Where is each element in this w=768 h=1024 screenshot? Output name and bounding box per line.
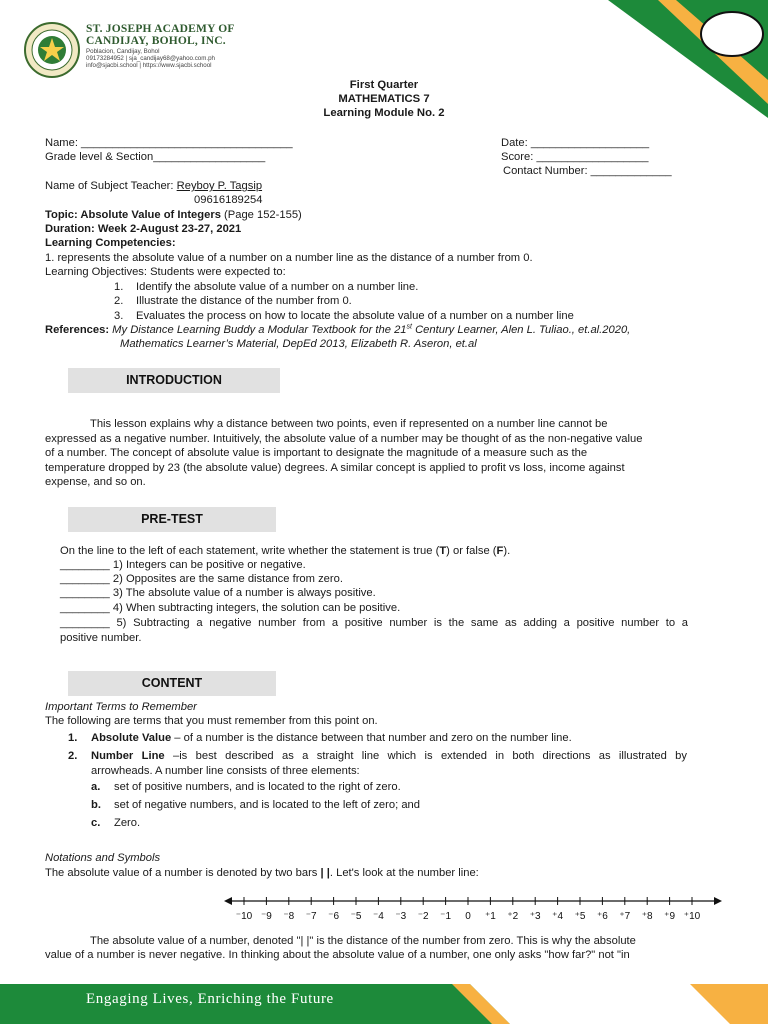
closing-line-1: The absolute value of a number, denoted "| |" is the distance of the number from zero. This is why the absolute: [90, 935, 636, 947]
name-field[interactable]: Name: __________________________________: [45, 137, 293, 149]
subitem-a-num: a.: [91, 781, 101, 793]
school-seal-logo: [24, 22, 80, 78]
term-2-num: 2.: [68, 750, 78, 762]
number-line: [224, 890, 722, 924]
subitem-c-num: c.: [91, 817, 101, 829]
number-line-label: ⁻9: [260, 911, 272, 922]
objective-num-1: 1.: [114, 281, 124, 293]
absolute-bars-symbol: | |: [320, 867, 330, 879]
subitem-b-num: b.: [91, 799, 101, 811]
number-line-label: ⁻2: [417, 911, 429, 922]
term-2-line2: arrowheads. A number line consists of three elements:: [91, 765, 360, 777]
subject-heading: MATHEMATICS 7: [338, 93, 430, 105]
right-arrowhead: [714, 897, 722, 905]
references-label: References:: [45, 324, 110, 336]
number-line-label: ⁻4: [372, 911, 384, 922]
footer-tagline: Engaging Lives, Enriching the Future: [86, 991, 334, 1007]
number-line-label: ⁺1: [484, 911, 496, 922]
references-line2: Mathematics Learner’s Material, DepEd 2013, Elizabeth R. Aseron, et.al: [120, 338, 477, 350]
terms-intro: The following are terms that you must remember from this point on.: [45, 715, 378, 727]
number-line-label: 0: [465, 911, 471, 922]
school-contact-info: [86, 48, 215, 70]
teacher-label: Name of Subject Teacher:: [45, 180, 177, 192]
term-1: [91, 731, 572, 745]
intro-line-5: expense, and so on.: [45, 476, 146, 488]
term-2-title: Number Line: [91, 750, 165, 762]
instruction-f: F: [496, 545, 504, 557]
pretest-heading: PRE-TEST: [68, 507, 276, 532]
objective-text-2: Illustrate the distance of the number from 0.: [136, 295, 352, 307]
instruction-c: ).: [503, 545, 511, 557]
references-text-1: My Distance Learning Buddy a Modular Textbook for the 21: [112, 324, 407, 336]
school-name-line1: ST. JOSEPH ACADEMY OF: [86, 23, 235, 35]
term-2-definition: –is best described as a straight line which is extended in both directions as illustrated by: [164, 750, 687, 762]
pretest-item-5[interactable]: ________ 5) Subtracting a negative number from a positive number is the same as adding a positive number to a: [60, 617, 688, 629]
school-web: info@sjacbi.school | https://www.sjacbi.school: [86, 62, 212, 70]
teacher-name: Reyboy P. Tagsip: [176, 180, 263, 192]
subitem-c-text: Zero.: [114, 817, 141, 829]
topic-label: Topic: Absolute Value of Integers: [45, 209, 221, 221]
notations-text: [45, 866, 479, 880]
number-line-label: ⁻5: [350, 911, 362, 922]
score-field[interactable]: Score: __________________: [501, 151, 649, 163]
term-1-num: 1.: [68, 732, 78, 744]
number-line-label: ⁺10: [683, 911, 701, 922]
quarter-heading: First Quarter: [349, 79, 419, 91]
competencies-label: Learning Competencies:: [45, 237, 176, 249]
subitem-b-text: set of negative numbers, and is located to the left of zero; and: [114, 799, 420, 811]
number-line-label: ⁻8: [283, 911, 295, 922]
objective-text-3: Evaluates the process on how to locate the absolute value of a number on a number line: [136, 310, 574, 322]
number-line-label: ⁻3: [395, 911, 407, 922]
closing-line-2: value of a number is never negative. In thinking about the absolute value of a number, one only asks "how far?" not "in: [45, 949, 630, 961]
term-2: [91, 749, 687, 763]
intro-line-2: expressed as a negative number. Intuitively, the absolute value of a number may be thought of as the non-negative value: [45, 433, 643, 445]
introduction-heading: INTRODUCTION: [68, 368, 280, 393]
school-address: Poblacion, Candijay, Bohol: [86, 48, 160, 55]
left-arrowhead: [224, 897, 232, 905]
instruction-t: T: [439, 545, 447, 557]
competency-1: 1. represents the absolute value of a number on a number line as the distance of a number from 0.: [45, 252, 533, 264]
number-line-label: ⁻6: [328, 911, 340, 922]
topic-pages: (Page 152-155): [220, 209, 302, 221]
module-heading: Learning Module No. 2: [323, 107, 445, 119]
references-line1: [45, 323, 630, 337]
number-line-label: ⁻7: [305, 911, 317, 922]
pretest-item-3[interactable]: ________ 3) The absolute value of a number is always positive.: [60, 587, 376, 599]
objectives-label: Learning Objectives: Students were expected to:: [45, 266, 286, 278]
intro-line-4: temperature dropped by 23 (the absolute value) degrees. A similar concept is applied to profit vs loss, income against: [45, 462, 625, 474]
objective-num-3: 3.: [114, 310, 124, 322]
number-line-label: ⁺3: [529, 911, 541, 922]
number-line-label: ⁺5: [574, 911, 586, 922]
number-line-label: ⁺9: [664, 911, 676, 922]
number-line-label: ⁻1: [440, 911, 452, 922]
number-line-label: ⁻10: [235, 911, 253, 922]
intro-line-1: This lesson explains why a distance between two points, even if represented on a number line cannot be: [90, 418, 608, 430]
notations-heading: Notations and Symbols: [45, 852, 161, 864]
topic-line: [45, 208, 302, 222]
date-field[interactable]: Date: ___________________: [501, 137, 650, 149]
number-line-label: ⁺8: [641, 911, 653, 922]
subitem-a-text: set of positive numbers, and is located to the right of zero.: [114, 781, 401, 793]
school-name-line2: CANDIJAY, BOHOL, INC.: [86, 34, 226, 47]
contact-number-field[interactable]: Contact Number: _____________: [503, 165, 672, 177]
notations-text-b: . Let's look at the number line:: [329, 867, 479, 879]
school-name: [86, 24, 235, 47]
number-line-label: ⁺4: [552, 911, 564, 922]
pretest-item-4[interactable]: ________ 4) When subtracting integers, the solution can be positive.: [60, 602, 401, 614]
intro-line-3: of a number. The concept of absolute value is important to designate the magnitude of a measure such as the: [45, 447, 588, 459]
school-phone: 09173284952 | sja_candijay68@yahoo.com.ph: [86, 55, 215, 63]
subject-teacher: [45, 179, 262, 193]
teacher-phone: 09616189254: [194, 194, 263, 206]
objective-num-2: 2.: [114, 295, 124, 307]
pretest-instruction: [60, 544, 510, 558]
term-1-title: Absolute Value: [91, 732, 172, 744]
grade-section-field[interactable]: Grade level & Section__________________: [45, 151, 266, 163]
duration: Duration: Week 2-August 23-27, 2021: [45, 223, 242, 235]
number-line-label: ⁺2: [507, 911, 519, 922]
pretest-item-1[interactable]: ________ 1) Integers can be positive or negative.: [60, 559, 306, 571]
notations-text-a: The absolute value of a number is denoted by two bars: [45, 867, 321, 879]
references-text-1b: Century Learner, Alen L. Tuliao., et.al.2020,: [411, 324, 631, 336]
term-1-definition: – of a number is the distance between that number and zero on the number line.: [171, 732, 572, 744]
references-sup: st: [406, 323, 412, 331]
instruction-b: ) or false (: [446, 545, 497, 557]
instruction-a: On the line to the left of each statement, write whether the statement is true (: [60, 545, 440, 557]
terms-heading: Important Terms to Remember: [45, 701, 197, 713]
objective-text-1: Identify the absolute value of a number on a number line.: [136, 281, 419, 293]
content-heading: CONTENT: [68, 671, 276, 696]
number-line-label: ⁺7: [619, 911, 631, 922]
number-line-label: ⁺6: [596, 911, 608, 922]
pretest-item-5-cont: positive number.: [60, 632, 142, 644]
pretest-item-2[interactable]: ________ 2) Opposites are the same distance from zero.: [60, 573, 343, 585]
